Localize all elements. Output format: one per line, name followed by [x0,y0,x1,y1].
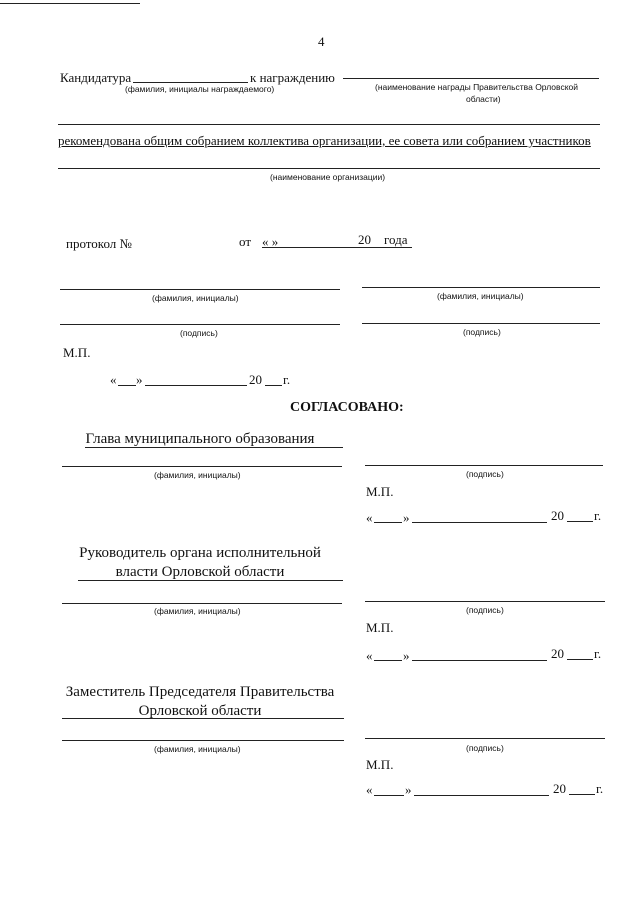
approver-1-title-underline [85,447,343,448]
approver-2-name-field[interactable] [62,603,342,604]
protocol-year-suffix: года [384,232,408,247]
approver-3-name-field[interactable] [62,740,344,741]
agreed-title: СОГЛАСОВАНО: [290,400,404,415]
approver-1-year-suffix: г. [594,508,602,523]
organization-name-field[interactable] [58,168,600,169]
approver-2-signature-hint: (подпись) [466,605,504,615]
candidacy-label: Кандидатура [60,70,132,85]
approver-1-year-field[interactable] [567,521,593,522]
approver-3-title-line1: Заместитель Председателя Правительства [65,684,335,700]
approver-2-title-line2: власти Орловской области [115,564,285,580]
approver-3-signature-field[interactable] [365,738,605,739]
signatory-year-suffix: г. [283,372,291,387]
to-award-label: к награждению [250,70,335,85]
approver-2-year-field[interactable] [567,659,593,660]
signatory-date-close: » [136,372,143,387]
approver-2-title-underline [78,580,343,581]
protocol-year-prefix: 20 [358,232,371,247]
award-name-hint-line1: (наименование награды Правительства Орловской [375,82,578,92]
page-number: 4 [318,34,325,49]
approver-2-name-hint: (фамилия, инициалы) [154,606,241,616]
approver-2-date-open: « [366,648,373,663]
nominee-name-field[interactable] [133,82,248,83]
approver-2-title-line1: Руководитель органа исполнительной [79,545,321,561]
signatory-signature-hint-left: (подпись) [180,328,218,338]
signatory-name-hint-right: (фамилия, инициалы) [437,291,524,301]
approver-1-stamp: М.П. [366,484,394,499]
approver-3-name-hint: (фамилия, инициалы) [154,744,241,754]
award-name-field[interactable] [343,78,599,79]
organization-name-hint: (наименование организации) [270,172,386,182]
signatory-day-field[interactable] [118,385,136,386]
signatory-stamp-label: М.П. [63,345,91,360]
nominee-name-hint: (фамилия, инициалы награждаемого) [125,84,275,94]
approver-2-month-field[interactable] [412,660,547,661]
protocol-date-quotes: « » [262,234,279,249]
signatory-year-prefix: 20 [249,372,262,387]
approver-1-name-field[interactable] [62,466,342,467]
approver-3-title-underline [62,718,344,719]
approver-2-year-suffix: г. [594,646,602,661]
approver-1-day-field[interactable] [374,522,402,523]
award-name-continuation-field[interactable] [58,124,600,125]
approver-3-year-field[interactable] [569,794,595,795]
signatory-month-field[interactable] [145,385,247,386]
approver-1-signature-hint: (подпись) [466,469,504,479]
approver-2-date-close: » [403,648,410,663]
approver-3-year-prefix: 20 [553,781,566,796]
approver-3-signature-hint: (подпись) [466,743,504,753]
approver-3-date-close: » [405,782,412,797]
approver-1-signature-field[interactable] [365,465,603,466]
signatory-signature-field-left[interactable] [60,324,340,325]
signatory-name-field-right[interactable] [362,287,600,288]
signatory-date-open: « [110,372,117,387]
approver-3-stamp: М.П. [366,757,394,772]
approver-3-date-open: « [366,782,373,797]
approver-3-day-field[interactable] [374,795,404,796]
signatory-name-field-left[interactable] [60,289,340,290]
protocol-number-label: протокол № [66,236,132,251]
award-name-hint-line2: области) [466,94,501,104]
top-edge-line [0,3,140,4]
approver-2-day-field[interactable] [374,660,402,661]
approver-2-signature-field[interactable] [365,601,605,602]
signatory-name-hint-left: (фамилия, инициалы) [152,293,239,303]
approver-3-title-line2: Орловской области [138,703,262,719]
signatory-signature-field-right[interactable] [362,323,600,324]
signatory-year-field[interactable] [265,385,282,386]
signatory-signature-hint-right: (подпись) [463,327,501,337]
approver-1-month-field[interactable] [412,522,547,523]
approver-3-year-suffix: г. [596,781,604,796]
approver-1-year-prefix: 20 [551,508,564,523]
approver-2-stamp: М.П. [366,620,394,635]
approver-3-month-field[interactable] [414,795,549,796]
approver-1-date-close: » [403,510,410,525]
protocol-from-label: от [239,234,252,249]
approver-2-year-prefix: 20 [551,646,564,661]
approver-1-date-open: « [366,510,373,525]
approver-1-name-hint: (фамилия, инициалы) [154,470,241,480]
recommendation-text: рекомендована общим собранием коллектива организации, ее совета или собранием участников [58,133,591,148]
approver-1-title: Глава муниципального образования [85,431,315,447]
